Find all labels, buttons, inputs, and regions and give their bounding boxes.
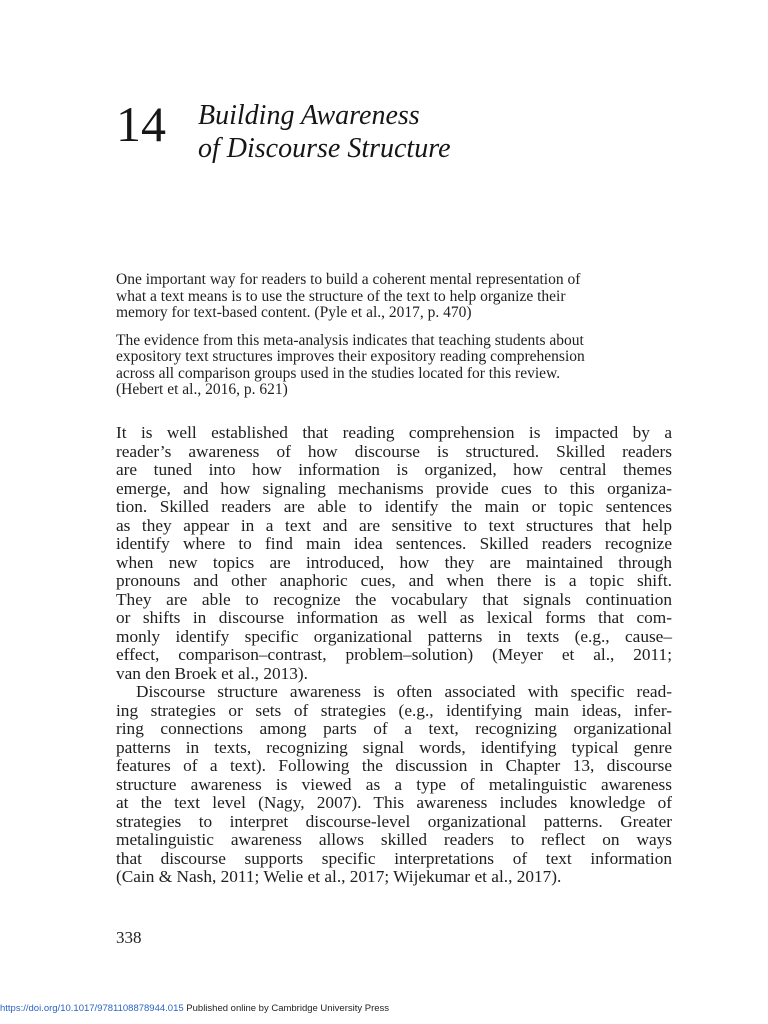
text-line: features of a text). Following the discussion in Chapter 13, discourse [116, 756, 672, 775]
body-paragraph [116, 424, 672, 683]
text-line: that discourse supports specific interpretations of text information [116, 848, 672, 868]
text-line: patterns in texts, recognizing signal words, identifying typical genre [116, 737, 672, 757]
epigraph-line: One important way for readers to build a coherent mental representation of [116, 271, 581, 288]
text-line: when new topics are introduced, how they are maintained through [116, 552, 672, 572]
text-line: are tuned into how information is organized, how central themes [116, 460, 672, 479]
text-line: van den Broek et al., 2013). [116, 663, 308, 683]
body-paragraph [116, 683, 672, 887]
epigraph-quote [116, 272, 672, 322]
text-line: or shifts in discourse information as well as lexical forms that com- [116, 608, 672, 627]
epigraphs [116, 272, 672, 410]
epigraph-line: what a text means is to use the structure of the text to help organize their [116, 287, 566, 305]
page-number: 338 [116, 928, 142, 947]
text-line: reader’s awareness of how discourse is structured. Skilled readers [116, 441, 672, 461]
epigraph-line: (Hebert et al., 2016, p. 621) [116, 381, 288, 398]
body-text [116, 424, 672, 887]
epigraph-line: memory for text-based content. (Pyle et al., 2017, p. 470) [116, 304, 472, 321]
text-line: (Cain & Nash, 2011; Welie et al., 2017; Wijekumar et al., 2017). [116, 867, 562, 886]
text-line: ring connections among parts of a text, recognizing organizational [116, 719, 672, 738]
text-line: emerge, and how signaling mechanisms provide cues to this organiza- [116, 478, 672, 498]
text-line: pronouns and other anaphoric cues, and when there is a topic shift. [116, 571, 672, 590]
text-line: metalinguistic awareness allows skilled readers to reflect on ways [116, 830, 672, 849]
text-line: Discourse structure awareness is often associated with specific read- [136, 682, 672, 701]
chapter-heading [116, 96, 676, 176]
chapter-title-line: Building Awareness [198, 100, 420, 131]
text-line: strategies to interpret discourse-level organizational patterns. Greater [116, 811, 672, 831]
text-line: tion. Skilled readers are able to identify the main or topic sentences [116, 497, 672, 516]
epigraph-quote [116, 333, 672, 399]
text-line: effect, comparison–contrast, problem–solution) (Meyer et al., 2011; [116, 645, 672, 664]
epigraph-line: across all comparison groups used in the studies located for this review. [116, 364, 561, 382]
epigraph-line: expository text structures improves their expository reading comprehension [116, 348, 585, 365]
text-line: They are able to recognize the vocabulary that signals continuation [116, 589, 672, 609]
text-line: ing strategies or sets of strategies (e.g., identifying main ideas, infer- [116, 700, 672, 720]
text-line: structure awareness is viewed as a type of metalinguistic awareness [116, 774, 672, 794]
text-line: identify where to find main idea sentences. Skilled readers recognize [116, 534, 672, 553]
published-online-text: Published online by Cambridge University Press [183, 1003, 390, 1014]
doi-link[interactable]: https://doi.org/10.1017/9781108878944.015 [0, 1003, 184, 1014]
chapter-title-line: of Discourse Structure [198, 133, 451, 164]
text-line: at the text level (Nagy, 2007). This awareness includes knowledge of [116, 793, 672, 812]
epigraph-line: The evidence from this meta-analysis indicates that teaching students about [116, 331, 584, 349]
chapter-number: 14 [116, 96, 166, 152]
text-line: as they appear in a text and are sensitive to text structures that help [116, 515, 672, 535]
text-line: monly identify specific organizational patterns in texts (e.g., cause– [116, 626, 672, 646]
text-line: It is well established that reading comprehension is impacted by a [116, 423, 672, 442]
publication-footer [0, 1003, 389, 1015]
chapter-title [198, 99, 451, 165]
